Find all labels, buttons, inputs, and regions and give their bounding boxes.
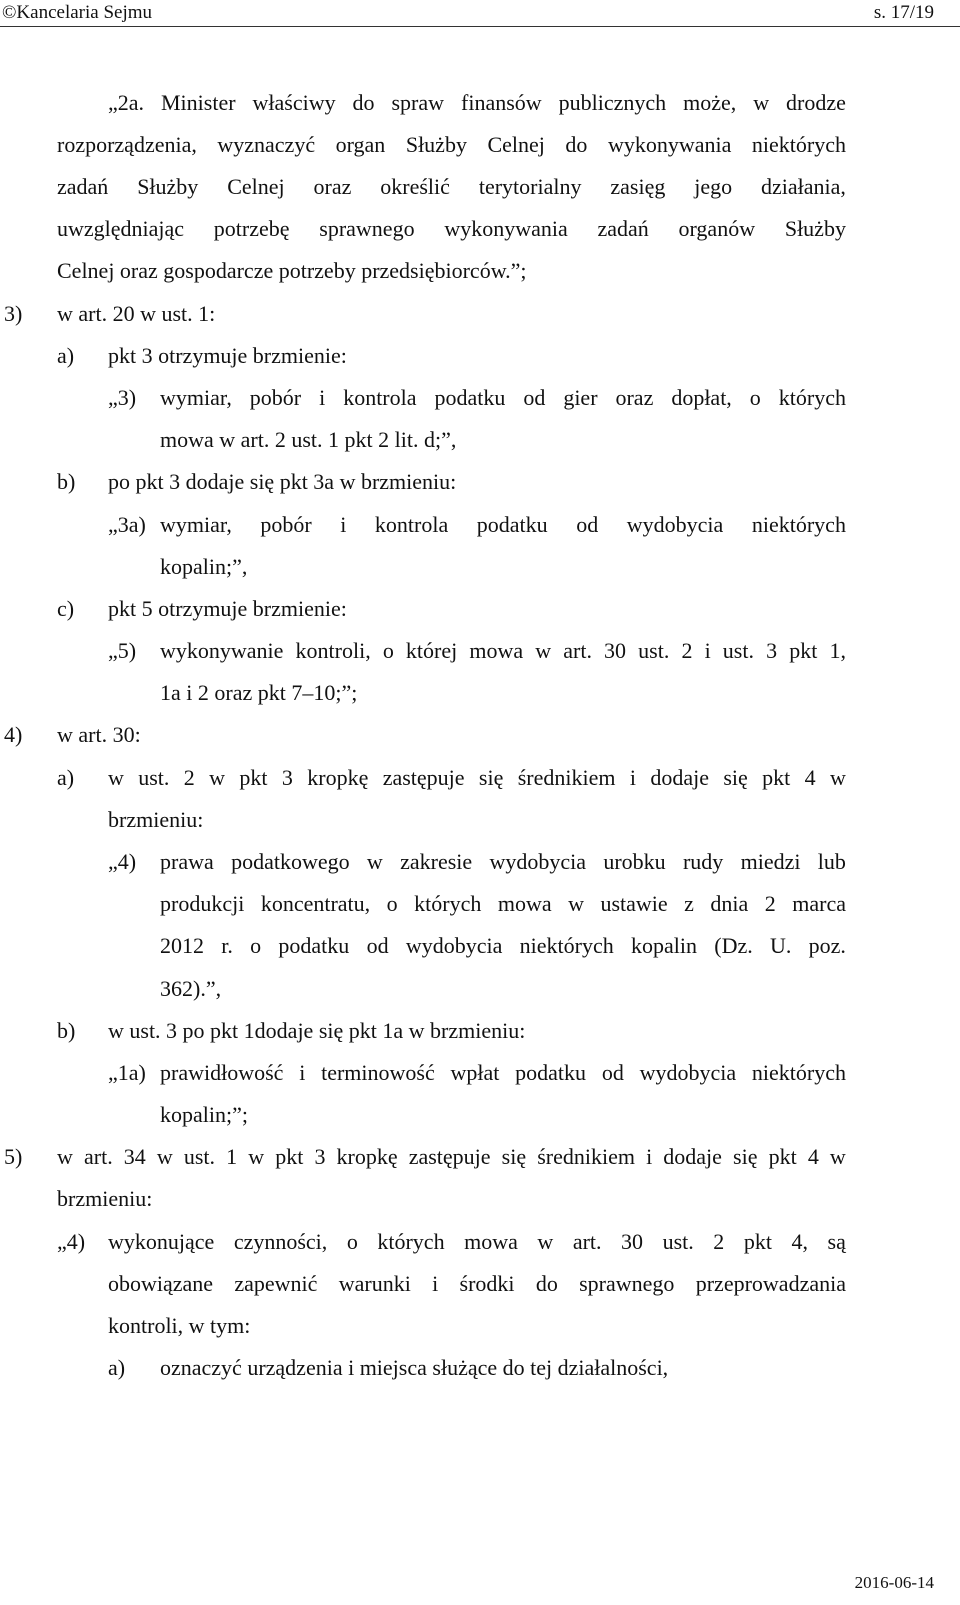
item-3b-label: b) xyxy=(57,469,76,494)
item-3c-text: pkt 5 otrzymuje brzmienie: xyxy=(108,596,347,621)
item-4-number: 4) xyxy=(4,722,23,747)
item-5-quote-line-2: obowiązane zapewnić warunki i środki do sprawnego przeprowadzania xyxy=(108,1271,846,1296)
item-3a-quote-line-2: mowa w art. 2 ust. 1 pkt 2 lit. d;”, xyxy=(160,427,457,452)
item-3c-quote-line-1: wykonywanie kontroli, o której mowa w art. 30 ust. 2 i ust. 3 pkt 1, xyxy=(160,638,846,663)
item-4b-quote-label: „1a) xyxy=(108,1060,146,1085)
paragraph-2a-line-4: uwzględniając potrzebę sprawnego wykonywania zadań organów Służby xyxy=(57,216,846,241)
item-3b-quote-line-1: wymiar, pobór i kontrola podatku od wydobycia niektórych xyxy=(160,512,846,537)
item-3b-quote-line-2: kopalin;”, xyxy=(160,554,248,579)
item-4a-line-2: brzmieniu: xyxy=(108,807,204,832)
item-3c-quote-label: „5) xyxy=(108,638,137,663)
item-3c-label: c) xyxy=(57,596,75,621)
item-4a-line-1: w ust. 2 w pkt 3 kropkę zastępuje się średnikiem i dodaje się pkt 4 w xyxy=(108,765,846,790)
paragraph-2a-line-2: rozporządzenia, wyznaczyć organ Służby Celnej do wykonywania niektórych xyxy=(57,132,846,157)
item-3-text: w art. 20 w ust. 1: xyxy=(57,301,216,326)
item-4b-quote-line-2: kopalin;”; xyxy=(160,1102,248,1127)
item-3a-quote-label: „3) xyxy=(108,385,137,410)
copyright-label: ©Kancelaria Sejmu xyxy=(2,2,153,23)
paragraph-2a-line-1: „2a. Minister właściwy do spraw finansów publicznych może, w drodze xyxy=(108,90,846,115)
item-4-text: w art. 30: xyxy=(57,722,141,747)
item-4a-quote-line-2: produkcji koncentratu, o których mowa w ustawie z dnia 2 marca xyxy=(160,891,846,916)
item-4a-quote-line-1: prawa podatkowego w zakresie wydobycia urobku rudy miedzi lub xyxy=(160,849,846,874)
item-3a-text: pkt 3 otrzymuje brzmienie: xyxy=(108,343,347,368)
item-4b-quote-line-1: prawidłowość i terminowość wpłat podatku od wydobycia niektórych xyxy=(160,1060,846,1085)
item-3-number: 3) xyxy=(4,301,23,326)
item-4a-quote-line-4: 362).”, xyxy=(160,976,222,1001)
item-4b-text: w ust. 3 po pkt 1dodaje się pkt 1a w brzmieniu: xyxy=(108,1018,526,1043)
item-5a-label: a) xyxy=(108,1355,126,1380)
paragraph-2a-line-5: Celnej oraz gospodarcze potrzeby przedsiębiorców.”; xyxy=(57,258,527,283)
item-4b-label: b) xyxy=(57,1018,76,1043)
item-5-number: 5) xyxy=(4,1144,23,1169)
item-4a-quote-label: „4) xyxy=(108,849,137,874)
item-3a-label: a) xyxy=(57,343,75,368)
item-3b-text: po pkt 3 dodaje się pkt 3a w brzmieniu: xyxy=(108,469,457,494)
item-5-quote-line-3: kontroli, w tym: xyxy=(108,1313,251,1338)
item-4a-quote-line-3: 2012 r. o podatku od wydobycia niektórych kopalin (Dz. U. poz. xyxy=(160,933,846,958)
page-header xyxy=(0,2,960,27)
page-number: s. 17/19 xyxy=(873,2,934,23)
item-5-line-1: w art. 34 w ust. 1 w pkt 3 kropkę zastępuje się średnikiem i dodaje się pkt 4 w xyxy=(57,1144,846,1169)
item-4a-label: a) xyxy=(57,765,75,790)
item-5-quote-line-1: wykonujące czynności, o których mowa w art. 30 ust. 2 pkt 4, są xyxy=(108,1229,846,1254)
item-5-line-2: brzmieniu: xyxy=(57,1186,153,1211)
item-5a-text: oznaczyć urządzenia i miejsca służące do tej działalności, xyxy=(160,1355,669,1380)
item-3a-quote-line-1: wymiar, pobór i kontrola podatku od gier oraz dopłat, o których xyxy=(160,385,846,410)
paragraph-2a-line-3: zadań Służby Celnej oraz określić terytorialny zasięg jego działania, xyxy=(57,174,846,199)
item-3b-quote-label: „3a) xyxy=(108,512,146,537)
item-3c-quote-line-2: 1a i 2 oraz pkt 7–10;”; xyxy=(160,680,358,705)
document-date: 2016-06-14 xyxy=(854,1573,934,1592)
item-5-quote-label: „4) xyxy=(57,1229,86,1254)
